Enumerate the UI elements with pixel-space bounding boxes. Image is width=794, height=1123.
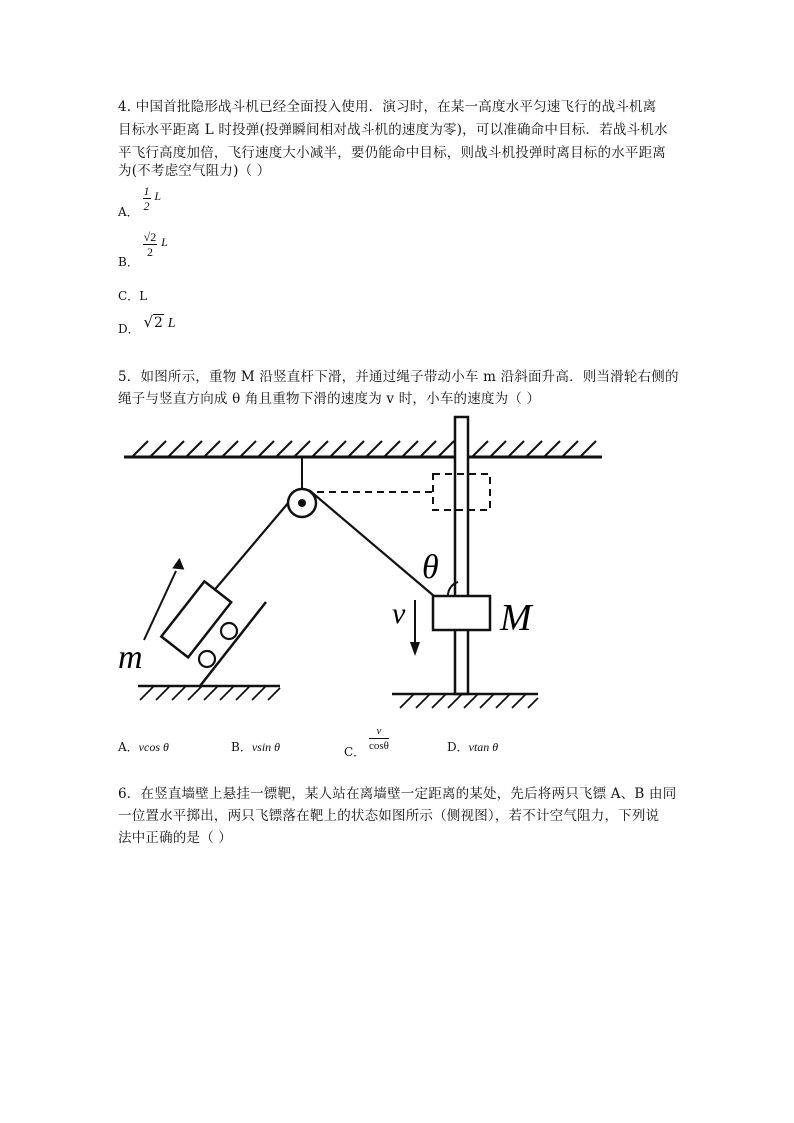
q4-option-a: A． $\frac{1}{2}$ L	[118, 184, 162, 219]
q6-line-2: 一位置水平掷出，两只飞镖落在靶上的状态如图所示（侧视图），若不计空气阻力，下列说	[118, 808, 660, 824]
q4-line-2: 目标水平距离 L 时投弹(投弹瞬间相对战斗机的速度为零)，可以准确命中目标．若战斗机水	[118, 122, 668, 138]
q4-line-1: 4. 中国首批隐形战斗机已经全面投入使用．演习时，在某一高度水平匀速飞行的战斗机离	[118, 99, 657, 115]
q4-option-d: D． √2 L	[118, 313, 176, 336]
mass-m-label: m	[118, 639, 143, 676]
q5-line-2: 绳子与竖直方向成 θ 角且重物下滑的速度为 v 时，小车的速度为（ ）	[118, 391, 541, 407]
q6-line-3: 法中正确的是（ ）	[118, 830, 233, 846]
q6-line-1: 6．在竖直墙壁上悬挂一镖靶，某人站在离墙壁一定距离的某处，先后将两只飞镖 A、B 由同	[118, 786, 677, 802]
q4-line-3: 平飞行高度加倍，飞行速度大小减半，要仍能命中目标，则战斗机投弹时离目标的水平距离	[118, 145, 666, 161]
q4-option-c: C．L	[118, 289, 148, 303]
q4-line-4: 为(不考虑空气阻力)（ ）	[118, 163, 271, 179]
q5-option-a: A．vcos θ	[118, 740, 169, 754]
q5-option-c: C． $\frac{v}{\cos\theta}$	[344, 725, 389, 759]
q5-option-b: B．vsin θ	[231, 740, 281, 754]
q5-line-1: 5．如图所示，重物 M 沿竖直杆下滑，并通过绳子带动小车 m 沿斜面升高．则当滑轮右侧的	[118, 369, 679, 385]
q4-option-b: B． $\frac{√2}{2}$ L	[118, 230, 168, 269]
pulley-figure	[110, 410, 610, 720]
velocity-label: v	[392, 597, 406, 630]
theta-label: θ	[422, 549, 439, 586]
q5-option-d: D．vtan θ	[447, 740, 499, 754]
mass-M-label: M	[500, 597, 532, 639]
